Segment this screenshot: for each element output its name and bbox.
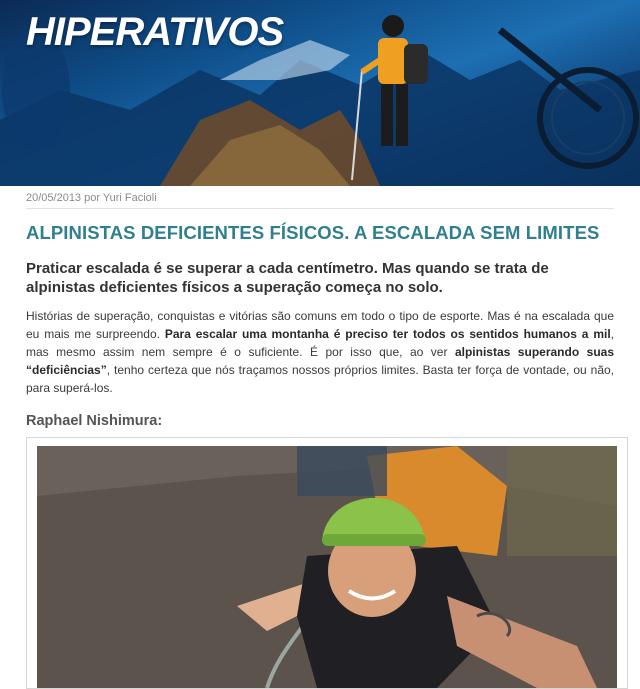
author-prefix: por [84,192,101,204]
body-text-3: , tenho certeza que nós traçamos nossos próprios limites. Basta ter força de vontade, ou não, para superá-los. [26,363,614,395]
body-text-1: Histórias de superação, conquistas e vitórias são comuns em todo o tipo de esporte. Mas é na escalada que eu mais me surpreendo. [26,309,614,341]
climber-illustration [37,446,617,688]
body-text-2: , mas mesmo assim nem sempre é o suficiente. É por isso que, ao ver [26,327,615,359]
header-banner [0,0,640,186]
divider [26,208,614,209]
body-bold-2: alpinistas superando suas “deficiências” [26,345,614,377]
climber-photo[interactable] [37,446,617,688]
section-subhead: Raphael Nishimura: [26,413,163,429]
article-photo-frame [26,437,628,689]
article-meta [26,192,640,208]
article-author[interactable]: Yuri Facioli [102,192,157,204]
article-lead: Praticar escalada é se superar a cada centímetro. Mas quando se trata de alpinistas deficientes físicos a superação começa no solo. [26,260,549,296]
article-date: 20/05/2013 [26,192,82,204]
body-bold-1: Para escalar uma montanha é preciso ter todos os sentidos humanos a mil [164,327,611,341]
article-title[interactable]: ALPINISTAS DEFICIENTES FÍSICOS. A ESCALADA SEM LIMITES [26,222,600,243]
article-paragraph [26,307,614,397]
site-logo[interactable]: HIPERATIVOS [26,10,284,54]
